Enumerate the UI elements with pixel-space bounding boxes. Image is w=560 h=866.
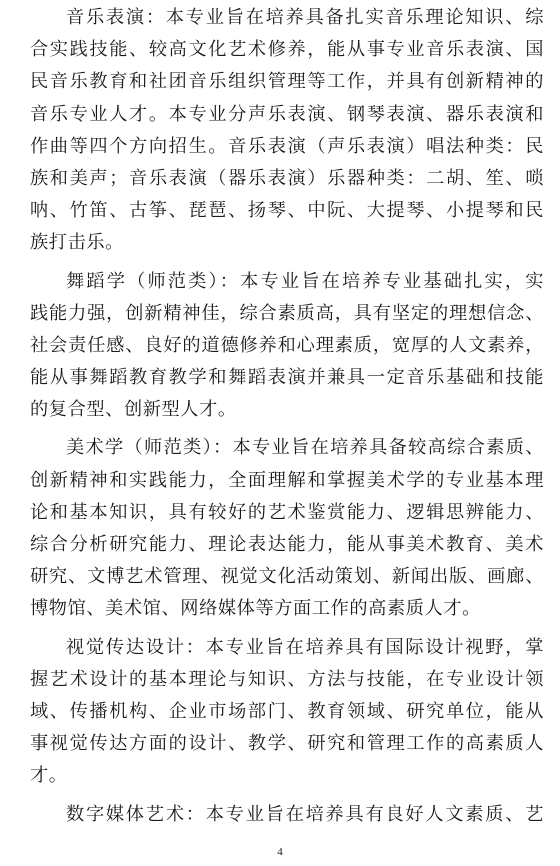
text-line: 音乐表演：本专业旨在培养具备扎实音乐理论知识、综 — [66, 7, 544, 28]
text-line: 的复合型、创新型人才。 — [30, 399, 237, 421]
text-line: 域、传播机构、企业市场部门、教育领域、研究单位，能从 — [30, 700, 544, 722]
text-line: 合实践技能、较高文化艺术修养，能从事专业音乐表演、国 — [30, 39, 544, 61]
text-line: 舞蹈学（师范类）：本专业旨在培养专业基础扎实，实 — [66, 270, 544, 292]
text-line: 族打击乐。 — [30, 232, 124, 254]
paragraph-digital-media — [30, 799, 544, 831]
text-line: 视觉传达设计：本专业旨在培养具有国际设计视野，掌 — [66, 636, 544, 658]
text-line: 事视觉传达方面的设计、教学、研究和管理工作的高素质人 — [30, 733, 544, 755]
text-line: 数字媒体艺术：本专业旨在培养具有良好人文素质、艺 — [66, 803, 544, 825]
paragraph-music-performance — [30, 2, 544, 260]
document-body — [30, 2, 544, 831]
text-line: 论和基本知识，具有较好的艺术鉴赏能力、逻辑思辨能力、 — [30, 501, 544, 523]
text-line: 研究、文博艺术管理、视觉文化活动策划、新闻出版、画廊、 — [30, 566, 544, 588]
text-line: 族和美声；音乐表演（器乐表演）乐器种类：二胡、笙、唢 — [30, 167, 544, 189]
text-line: 美术学（师范类）：本专业旨在培养具备较高综合素质、 — [66, 437, 544, 459]
text-line: 握艺术设计的基本理论与知识、方法与技能，在专业设计领 — [30, 668, 544, 690]
text-line: 作曲等四个方向招生。音乐表演（声乐表演）唱法种类：民 — [30, 135, 544, 157]
text-line: 综合分析研究能力、理论表达能力，能从事美术教育、美术 — [30, 534, 544, 555]
text-line: 能从事舞蹈教育教学和舞蹈表演并兼具一定音乐基础和技能 — [30, 367, 544, 389]
text-line: 社会责任感、良好的道德修养和心理素质，宽厚的人文素养， — [30, 334, 544, 356]
paragraph-dance — [30, 266, 544, 427]
text-line: 呐、竹笛、古筝、琵琶、扬琴、中阮、大提琴、小提琴和民 — [30, 200, 544, 222]
text-line: 践能力强，创新精神佳，综合素质高，具有坚定的理想信念、 — [30, 302, 544, 324]
paragraph-fine-arts — [30, 432, 544, 625]
paragraph-visual-communication — [30, 632, 544, 793]
text-line: 创新精神和实践能力，全面理解和掌握美术学的专业基本理 — [30, 469, 544, 491]
text-line: 博物馆、美术馆、网络媒体等方面工作的高素质人才。 — [30, 598, 481, 620]
text-line: 民音乐教育和社团音乐组织管理等工作，并具有创新精神的 — [30, 71, 544, 93]
text-line: 音乐专业人才。本专业分声乐表演、钢琴表演、器乐表演和 — [30, 103, 544, 125]
page-number: 4 — [277, 846, 283, 858]
text-line: 才。 — [30, 765, 68, 787]
